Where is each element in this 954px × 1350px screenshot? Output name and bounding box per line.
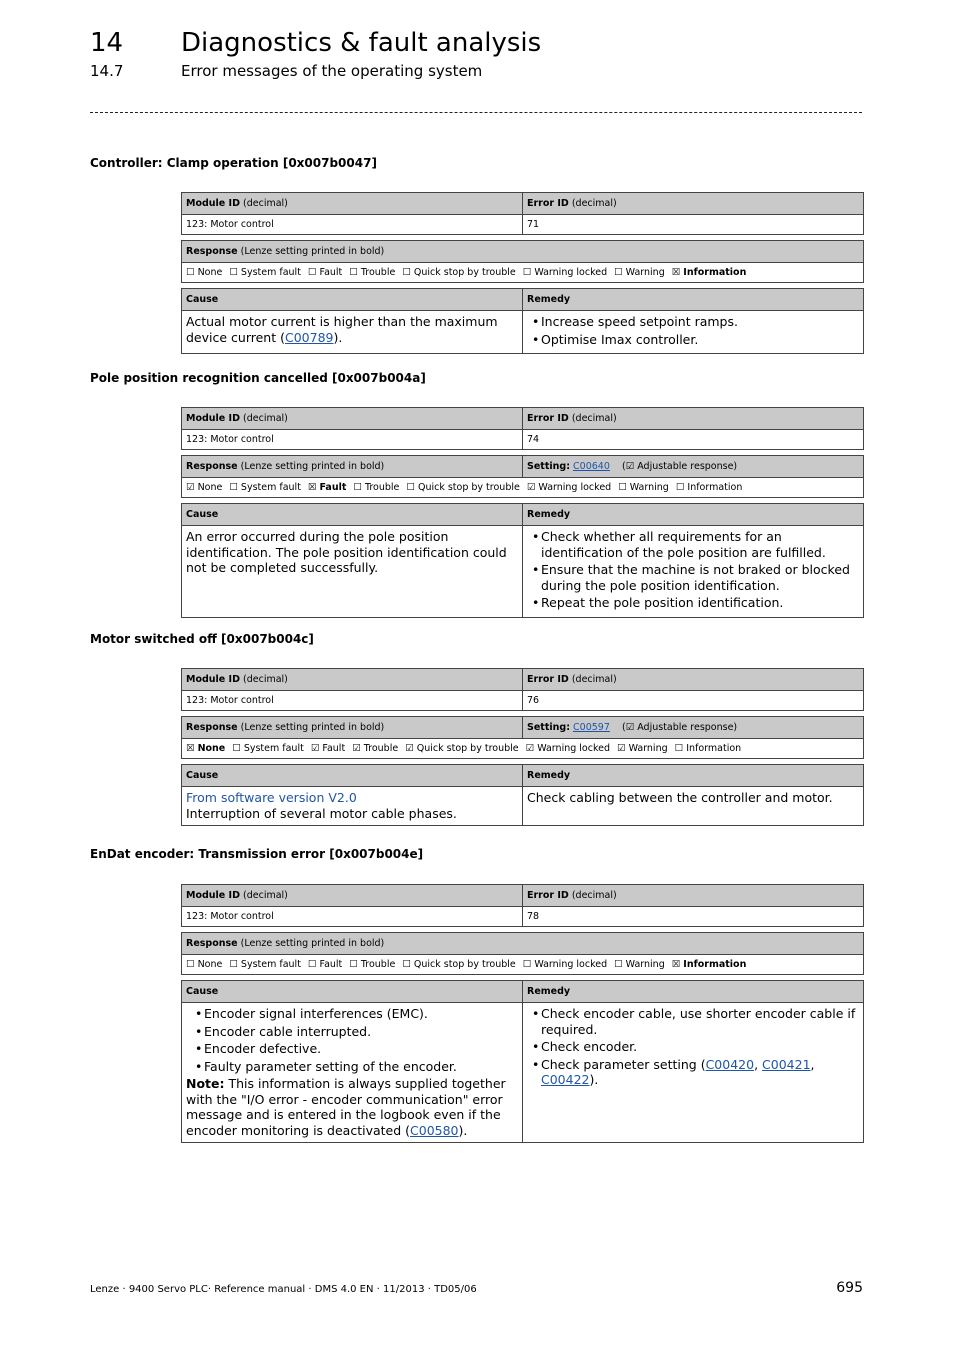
id-table <box>181 884 864 927</box>
cause-cell <box>182 1003 523 1143</box>
checkbox-icon: ☒ <box>307 482 317 493</box>
id-table <box>181 407 864 450</box>
response-option: ☑ Trouble <box>352 743 399 754</box>
error-id-value: 78 <box>523 907 864 927</box>
error-id-value: 71 <box>523 215 864 235</box>
checkbox-icon: ☐ <box>186 959 195 970</box>
module-id-header: Module ID (decimal) <box>182 408 523 430</box>
response-option: ☒ Fault <box>307 482 347 493</box>
checkbox-icon: ☐ <box>406 482 415 493</box>
note-text: Note: This information is always supplied together with the "I/O error - encoder communication" error message and is entered in the logbook even if the encoder monitoring is deactivated (C00580). <box>186 1076 506 1138</box>
response-options <box>182 955 864 975</box>
cause-remedy-table <box>181 764 864 826</box>
remedy-header: Remedy <box>523 981 864 1003</box>
parameter-link[interactable]: C00421 <box>762 1056 811 1072</box>
response-option: ☐ None <box>186 959 223 970</box>
response-header: Response (Lenze setting printed in bold) <box>182 933 864 955</box>
error-id-value: 74 <box>523 430 864 450</box>
checkbox-icon: ☐ <box>229 482 238 493</box>
parameter-link[interactable]: C00789 <box>284 329 334 345</box>
remedy-cell: Check cabling between the controller and motor. <box>523 787 864 826</box>
cause-cell: Actual motor current is higher than the maximum device current (C00789). <box>182 311 523 354</box>
cause-remedy-table <box>181 503 864 618</box>
id-table <box>181 668 864 711</box>
remedy-header: Remedy <box>523 504 864 526</box>
response-option: ☐ System fault <box>232 743 304 754</box>
checkbox-icon: ☑ <box>526 482 536 493</box>
response-header: Response (Lenze setting printed in bold) <box>182 717 523 739</box>
response-option: ☐ Warning locked <box>522 267 608 278</box>
cause-remedy-table <box>181 980 864 1143</box>
error-block <box>181 668 864 826</box>
response-table <box>181 240 864 283</box>
id-table <box>181 192 864 235</box>
response-option: ☐ Quick stop by trouble <box>406 482 520 493</box>
checkbox-icon: ☐ <box>674 743 684 754</box>
chapter-title: Diagnostics & fault analysis <box>181 28 542 58</box>
checkbox-icon: ☐ <box>402 959 411 970</box>
response-option: ☑ None <box>186 482 223 493</box>
response-option: ☐ Information <box>674 743 742 754</box>
response-option: ☐ Quick stop by trouble <box>402 267 516 278</box>
section-number: 14.7 <box>90 62 124 80</box>
checkbox-icon: ☑ <box>405 743 414 754</box>
error-id-header: Error ID (decimal) <box>523 669 864 691</box>
page-number: 695 <box>836 1280 863 1296</box>
remedy-header: Remedy <box>523 289 864 311</box>
checkbox-icon: ☑ <box>186 482 195 493</box>
remedy-item: • Check whether all requirements for an identification of the pole position are fulfilled. <box>541 529 859 560</box>
cause-remedy-table <box>181 288 864 354</box>
remedy-header: Remedy <box>523 765 864 787</box>
checkbox-icon: ☐ <box>229 959 238 970</box>
checkbox-icon: ☐ <box>614 959 623 970</box>
remedy-cell <box>523 526 864 618</box>
error-heading: EnDat encoder: Transmission error [0x007b004e] <box>90 847 424 861</box>
checkbox-icon: ☑ <box>617 743 626 754</box>
response-option: ☒ None <box>186 743 226 754</box>
checkbox-icon: ☐ <box>307 267 317 278</box>
response-option: ☒ Information <box>671 267 747 278</box>
response-option: ☐ Warning <box>618 482 669 493</box>
error-block <box>181 884 864 1143</box>
module-id-value: 123: Motor control <box>182 907 523 927</box>
response-option: ☒ Information <box>671 959 747 970</box>
response-table <box>181 716 864 759</box>
cause-item: • Faulty parameter setting of the encoder. <box>204 1059 518 1075</box>
cause-header: Cause <box>182 504 523 526</box>
cause-cell: From software version V2.0 Interruption of several motor cable phases. <box>182 787 523 826</box>
response-option: ☑ Warning <box>617 743 668 754</box>
chapter-number: 14 <box>90 28 124 58</box>
response-options <box>182 263 864 283</box>
remedy-item: • Ensure that the machine is not braked or blocked during the pole position identification. <box>541 562 859 593</box>
cause-cell: An error occurred during the pole position identification. The pole position identification could not be completed successfully. <box>182 526 523 618</box>
response-option: ☐ Warning locked <box>522 959 608 970</box>
response-option: ☐ Fault <box>307 959 343 970</box>
checkbox-icon: ☐ <box>232 743 241 754</box>
cause-item: • Encoder cable interrupted. <box>204 1024 518 1040</box>
checkbox-icon: ☐ <box>307 959 317 970</box>
response-option: ☑ Quick stop by trouble <box>405 743 519 754</box>
cause-header: Cause <box>182 765 523 787</box>
setting-header: Setting: C00640 (☑ Adjustable response) <box>523 456 864 478</box>
module-id-header: Module ID (decimal) <box>182 669 523 691</box>
error-id-value: 76 <box>523 691 864 711</box>
checkbox-icon: ☐ <box>618 482 627 493</box>
parameter-link[interactable]: C00420 <box>705 1056 755 1072</box>
response-header: Response (Lenze setting printed in bold) <box>182 456 523 478</box>
response-option: ☑ Fault <box>310 743 346 754</box>
response-options <box>182 478 864 498</box>
checkbox-icon: ☐ <box>402 267 411 278</box>
parameter-link[interactable]: C00580 <box>410 1122 459 1138</box>
checkbox-icon: ☐ <box>353 482 362 493</box>
module-id-value: 123: Motor control <box>182 215 523 235</box>
response-option: ☐ None <box>186 267 223 278</box>
module-id-header: Module ID (decimal) <box>182 193 523 215</box>
checkbox-icon: ☐ <box>675 482 685 493</box>
remedy-item: • Check encoder. <box>541 1039 859 1055</box>
error-block <box>181 407 864 618</box>
response-option: ☐ Trouble <box>349 959 396 970</box>
error-block <box>181 192 864 354</box>
checkbox-icon: ☐ <box>186 267 195 278</box>
remedy-cell <box>523 311 864 354</box>
error-heading: Pole position recognition cancelled [0x007b004a] <box>90 371 426 385</box>
response-option: ☐ Trouble <box>353 482 400 493</box>
setting-header: Setting: C00597 (☑ Adjustable response) <box>523 717 864 739</box>
separator-line <box>90 112 862 113</box>
remedy-item: • Check encoder cable, use shorter encoder cable if required. <box>541 1006 859 1037</box>
response-option: ☑ Warning locked <box>525 743 610 754</box>
remedy-item: • Increase speed setpoint ramps. <box>541 314 859 330</box>
error-id-header: Error ID (decimal) <box>523 193 864 215</box>
response-option: ☐ System fault <box>229 267 301 278</box>
footer-text: Lenze · 9400 Servo PLC· Reference manual · DMS 4.0 EN · 11/2013 · TD05/06 <box>90 1284 477 1295</box>
checkbox-icon: ☑ <box>525 743 535 754</box>
cause-header: Cause <box>182 289 523 311</box>
error-id-header: Error ID (decimal) <box>523 885 864 907</box>
response-option: ☐ Warning <box>614 267 665 278</box>
checkbox-icon: ☐ <box>349 267 358 278</box>
setting-link[interactable]: C00597 <box>573 722 610 733</box>
remedy-item: • Repeat the pole position identification. <box>541 595 859 611</box>
response-option: ☐ Warning <box>614 959 665 970</box>
checkbox-icon: ☑ <box>352 743 361 754</box>
remedy-cell <box>523 1003 864 1143</box>
checkbox-icon: ☐ <box>349 959 358 970</box>
cause-header: Cause <box>182 981 523 1003</box>
module-id-value: 123: Motor control <box>182 430 523 450</box>
checkbox-icon: ☐ <box>522 267 532 278</box>
checkbox-icon: ☑ <box>310 743 320 754</box>
response-option: ☐ System fault <box>229 482 301 493</box>
response-table <box>181 455 864 498</box>
response-option: ☐ Quick stop by trouble <box>402 959 516 970</box>
module-id-value: 123: Motor control <box>182 691 523 711</box>
error-heading: Controller: Clamp operation [0x007b0047] <box>90 156 377 170</box>
cause-item: • Encoder defective. <box>204 1041 518 1057</box>
response-option: ☐ Trouble <box>349 267 396 278</box>
checkbox-icon: ☐ <box>522 959 532 970</box>
section-title: Error messages of the operating system <box>181 62 483 80</box>
checkbox-icon: ☐ <box>614 267 623 278</box>
response-table <box>181 932 864 975</box>
error-heading: Motor switched off [0x007b004c] <box>90 632 314 646</box>
remedy-item: • Check parameter setting (C00420, C00421, C00422). <box>541 1057 859 1088</box>
checkbox-icon: ☒ <box>671 267 681 278</box>
response-options <box>182 739 864 759</box>
response-header: Response (Lenze setting printed in bold) <box>182 241 864 263</box>
module-id-header: Module ID (decimal) <box>182 885 523 907</box>
error-id-header: Error ID (decimal) <box>523 408 864 430</box>
checkbox-icon: ☒ <box>671 959 681 970</box>
response-option: ☐ Information <box>675 482 743 493</box>
response-option: ☐ Fault <box>307 267 343 278</box>
remedy-item: • Optimise Imax controller. <box>541 332 859 348</box>
setting-link[interactable]: C00640 <box>573 461 610 472</box>
checkbox-icon: ☐ <box>229 267 238 278</box>
parameter-link[interactable]: C00422 <box>541 1072 590 1087</box>
response-option: ☑ Warning locked <box>526 482 612 493</box>
cause-item: • Encoder signal interferences (EMC). <box>204 1006 518 1022</box>
checkbox-icon: ☒ <box>186 743 195 754</box>
response-option: ☐ System fault <box>229 959 301 970</box>
version-note: From software version V2.0 <box>186 790 357 805</box>
